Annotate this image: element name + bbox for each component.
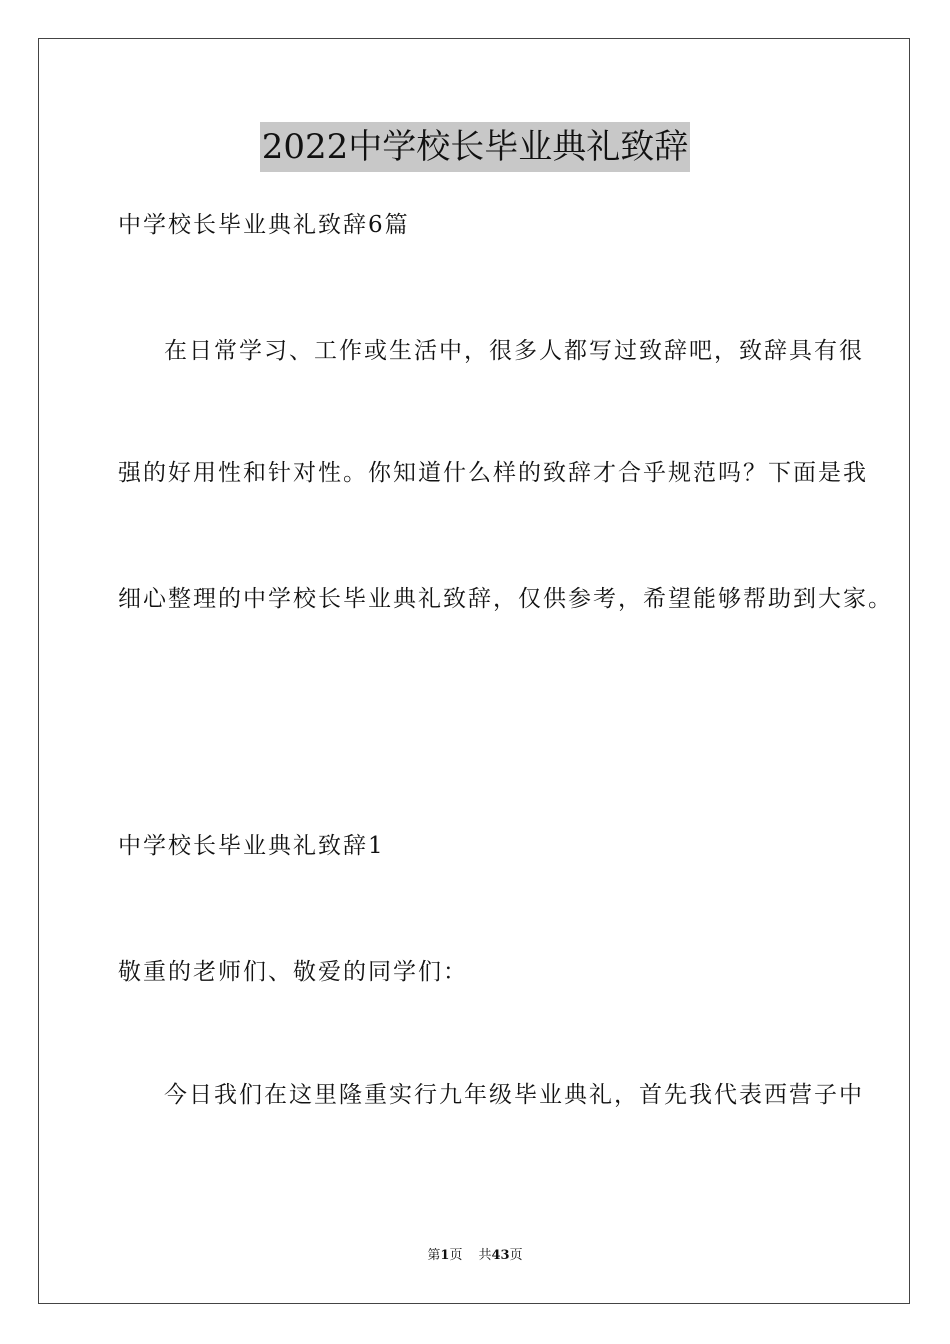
intro-line-3: 细心整理的中学校长毕业典礼致辞，仅供参考，希望能够帮助到大家。 [118,586,893,612]
intro-line-2: 强的好用性和针对性。你知道什么样的致辞才合乎规范吗？下面是我 [118,460,868,486]
footer-total-prefix: 共 [478,1248,492,1263]
footer-page-suffix: 页 [449,1248,463,1263]
footer-page-prefix: 第 [427,1248,441,1263]
section-heading: 中学校长毕业典礼致辞1 [118,833,385,859]
body-paragraph-line: 今日我们在这里隆重实行九年级毕业典礼，首先我代表西营子中 [164,1082,864,1108]
footer-total-suffix: 页 [509,1248,523,1263]
document-subtitle: 中学校长毕业典礼致辞6篇 [118,212,410,238]
salutation: 敬重的老师们、敬爱的同学们： [118,959,468,985]
page-footer [0,1246,950,1266]
footer-total-pages: 43 [491,1248,510,1263]
footer-page-number: 1 [440,1248,450,1263]
intro-line-1: 在日常学习、工作或生活中，很多人都写过致辞吧，致辞具有很 [164,338,864,364]
title-container [0,122,950,172]
document-title: 2022中学校长毕业典礼致辞 [260,122,691,172]
